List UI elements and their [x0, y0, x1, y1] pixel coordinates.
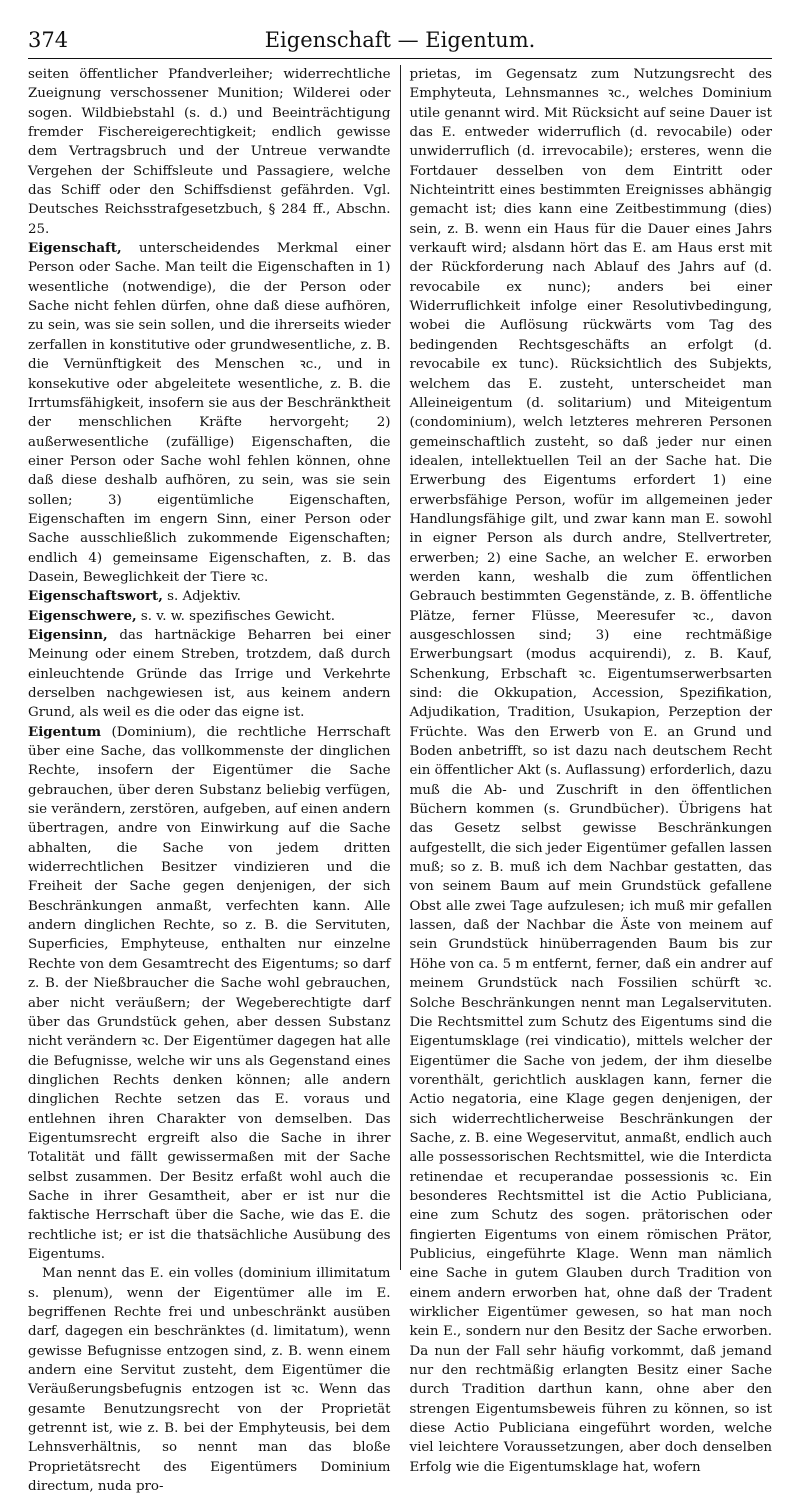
- entry-paragraph: [410, 65, 773, 1477]
- entry-paragraph: [28, 723, 391, 1265]
- running-head: Eigenschaft — Eigentum.: [264, 28, 536, 52]
- entry-text: seiten öffentlicher Pfandverleiher; widerrechtliche Zueignung verschossener Munition; Wilderei oder sogen. Wildbiebstahl (s. d.) und Beeinträchtigung fremder Fischereigerechtigkeit; endlich gewisse dem Vertragsbruch und der Untreue verwandte Vergehen der Schiffsleute und Passagiere, welche das Schiff oder den Schiffsdienst gefährden. Vgl. Deutsches Reichsstrafgesetzbuch, § 284 ff., Abschn. 25.: [28, 67, 391, 237]
- page-header: [28, 22, 772, 59]
- entry-paragraph: [28, 65, 391, 239]
- entry-paragraph: [28, 1264, 391, 1496]
- entry-text: s. Adjektiv.: [162, 589, 241, 605]
- entry-paragraph: [28, 626, 391, 723]
- entry-lemma: Eigensinn,: [28, 626, 108, 643]
- entry-text: prietas, im Gegensatz zum Nutzungsrecht des Emphyteuta, Lehnsmannes ꝛc., welches Dominium utile genannt wird. Mit Rücksicht auf seine Dauer ist das E. entweder widerruflich (d. revocabile) oder unwiderruflich (d. irrevocabile); ersteres, wenn die Fortdauer desselben von dem Eintritt oder Nichteintritt eines bestimmten Ereignisses abhängig gemacht ist; dies kann eine Zeitbestimmung (dies) sein, z. B. wenn ein Haus für die Dauer eines Jahrs verkauft wird; alsdann hört das E. am Haus erst mit der Rückforderung nach Ablauf des Jahrs auf (d. revocabile ex nunc); anders bei einer Widerruflichkeit infolge einer Resolutivbedingung, wobei die Auflösung rückwärts vom Tag des bedingenden Rechtsgeschäfts an erfolgt (d. revocabile ex tunc). Rücksichtlich des Subjekts, welchem das E. zusteht, unterscheidet man Alleineigentum (d. solitarium) und Miteigentum (condominium), welch letzteres mehreren Personen gemeinschaftlich zusteht, so daß jeder nur einen idealen, intellektuellen Teil an der Sache hat. Die Erwerbung des Eigentums erfordert 1) eine erwerbsfähige Person, wofür im allgemeinen jeder Handlungsfähige gilt, und zwar kann man E. sowohl in eigner Person als durch andre, Stellvertreter, erwerben; 2) eine Sache, an welcher E. erworben werden kann, weshalb die zum öffentlichen Gebrauch bestimmten Gegenstände, z. B. öffentliche Plätze, ferner Flüsse, Meeresufer ꝛc., davon ausgeschlossen sind; 3) eine rechtmäßige Erwerbungsart (modus acquirendi), z. B. Kauf, Schenkung, Erbschaft ꝛc. Eigentumserwerbsarten sind: die Okkupation, Accession, Spezifikation, Adjudikation, Tradition, Usukapion, Perzeption der Früchte. Was den Erwerb von E. an Grund und Boden anbetrifft, so ist dazu nach deutschem Recht ein öffentlicher Akt (s. Auflassung) erforderlich, dazu muß die Ab- und Zuschrift in den öffentlichen Büchern kommen (s. Grundbücher). Übrigens hat das Gesetz selbst gewisse Beschränkungen aufgestellt, die sich jeder Eigentümer gefallen lassen muß; so z. B. muß ich dem Nachbar gestatten, das von seinem Baum auf mein Grundstück gefallene Obst alle zwei Tage aufzulesen; ich muß mir gefallen lassen, daß der Nachbar die Äste von meinem auf sein Grundstück hinüberragenden Baum bis zur Höhe von ca. 5 m entfernt, ferner, daß ein andrer auf meinem Grundstück nach Fossilien schürft ꝛc. Solche Beschränkungen nennt man Legalservituten. Die Rechtsmittel zum Schutz des Eigentums sind die Eigentumsklage (rei vindicatio), mittels welcher der Eigentümer die Sache von jedem, der ihm dieselbe vorenthält, gerichtlich ausklagen kann, ferner die Actio negatoria, eine Klage gegen denjenigen, der sich widerrechtlicherweise Beschränkungen der Sache, z. B. eine Wegeservitut, anmaßt, endlich auch alle possessorischen Rechtsmittel, wie die Interdicta retinendae et recuperandae possessionis ꝛc. Ein besonderes Rechtsmittel ist die Actio Publiciana, eine zum Schutz des sogen. prätorischen oder fingierten Eigentums von einem römischen Prätor, Publicius, eingeführte Klage. Wenn man nämlich eine Sache in gutem Glauben durch Tradition von einem andern erworben hat, ohne daß der Tradent wirklicher Eigentümer gewesen, so hat man noch kein E., sondern nur den Besitz der Sache erworben. Da nun der Fall sehr häufig vorkommt, daß jemand nur den rechtmäßig erlangten Besitz einer Sache durch Tradition darthun kann, ohne aber den strengen Eigentumsbeweis führen zu können, so ist diese Actio Publiciana eingeführt worden, welche viel leichtere Voraussetzungen, aber doch denselben Erfolg wie die Eigentumsklage hat, wofern: [409, 67, 772, 1475]
- entry-paragraph: [28, 587, 391, 606]
- right-column: [401, 65, 773, 1475]
- entry-paragraph: [28, 239, 391, 587]
- entry-text: Man nennt das E. ein volles (dominium illimitatum s. plenum), wenn der Eigentümer alle im E. begriffenen Rechte frei und unbeschränkt ausüben darf, dagegen ein beschränktes (d. limitatum), wenn gewisse Befugnisse entzogen sind, z. B. wenn einem andern eine Servitut zusteht, dem Eigentümer die Veräußerungsbefugnis entzogen ist ꝛc. Wenn das gesamte Benutzungsrecht von der Proprietät getrennt ist, wie z. B. bei der Emphyteusis, bei dem Lehnsverhältnis, so nennt man das bloße Proprietätsrecht des Eigentümers Dominium directum, nuda pro-: [28, 1266, 391, 1495]
- entry-text: unterscheidendes Merkmal einer Person oder Sache. Man teilt die Eigenschaften in 1) wesentliche (notwendige), die der Person oder Sache nicht fehlen dürfen, ohne daß diese aufhören, zu sein, was sie sein sollen, und die ihrerseits wieder zerfallen in konstitutive oder grundwesentliche, z. B. die Vernünftigkeit des Menschen ꝛc., und in konsekutive oder abgeleitete wesentliche, z. B. die Irrtumsfähigkeit, insofern sie aus der Beschränktheit der menschlichen Kräfte hervorgeht; 2) außerwesentliche (zufällige) Eigenschaften, die einer Person oder Sache wohl fehlen können, ohne daß diese deshalb aufhören, zu sein, was sie sein sollen; 3) eigentümliche Eigenschaften, Eigenschaften im engern Sinn, einer Person oder Sache ausschließlich zukommende Eigenschaften; endlich 4) gemeinsame Eigenschaften, z. B. das Dasein, Beweglichkeit der Tiere ꝛc.: [28, 241, 391, 585]
- entry-lemma: Eigenschwere,: [28, 607, 137, 624]
- entry-paragraph: [28, 607, 391, 626]
- left-column: [28, 65, 400, 1495]
- entry-text: (Dominium), die rechtliche Herrschaft über eine Sache, das vollkommenste der dinglichen Rechte, insofern der Eigentümer die Sache gebrauchen, über deren Substanz beliebig verfügen, sie verändern, zerstören, aufgeben, auf einen andern übertragen, andre von Einwirkung auf die Sache abhalten, die Sache von jedem dritten widerrechtlichen Besitzer vindizieren und die Freiheit der Sache gegen denjenigen, der sich Beschränkungen anmaßt, verfechten kann. Alle andern dinglichen Rechte, so z. B. die Servituten, Superficies, Emphyteuse, enthalten nur einzelne Rechte von dem Gesamtrecht des Eigentums; so darf z. B. der Nießbraucher die Sache wohl gebrauchen, aber nicht veräußern; der Wegeberechtigte darf über das Grundstück gehen, aber dessen Substanz nicht verändern ꝛc. Der Eigentümer dagegen hat alle die Befugnisse, welche wir uns als Gegenstand eines dinglichen Rechts denken können; alle andern dinglichen Rechte setzen das E. voraus und entlehnen ihren Charakter von demselben. Das Eigentumsrecht ergreift also die Sache in ihrer Totalität und fällt gewissermaßen mit der Sache selbst zusammen. Der Besitz erfaßt wohl auch die Sache in ihrer Gesamtheit, aber er ist nur die faktische Herrschaft über die Sache, wie das E. die rechtliche ist; er ist die thatsächliche Ausübung des Eigentums.: [28, 724, 391, 1262]
- text-columns: [28, 65, 772, 1495]
- entry-lemma: Eigenschaft,: [28, 240, 122, 257]
- entry-text: das hartnäckige Beharren bei einer Meinung oder einem Streben, trotzdem, daß durch einleuchtende Gründe das Irrige und Verkehrte derselben nachgewiesen ist, aus keinem andern Grund, als weil es die oder das eigne ist.: [28, 627, 391, 721]
- entry-lemma: Eigenschaftswort,: [28, 588, 163, 605]
- entry-text: s. v. w. spezifisches Gewicht.: [136, 608, 335, 624]
- page-number: 374: [28, 28, 69, 52]
- entry-lemma: Eigentum: [28, 723, 102, 740]
